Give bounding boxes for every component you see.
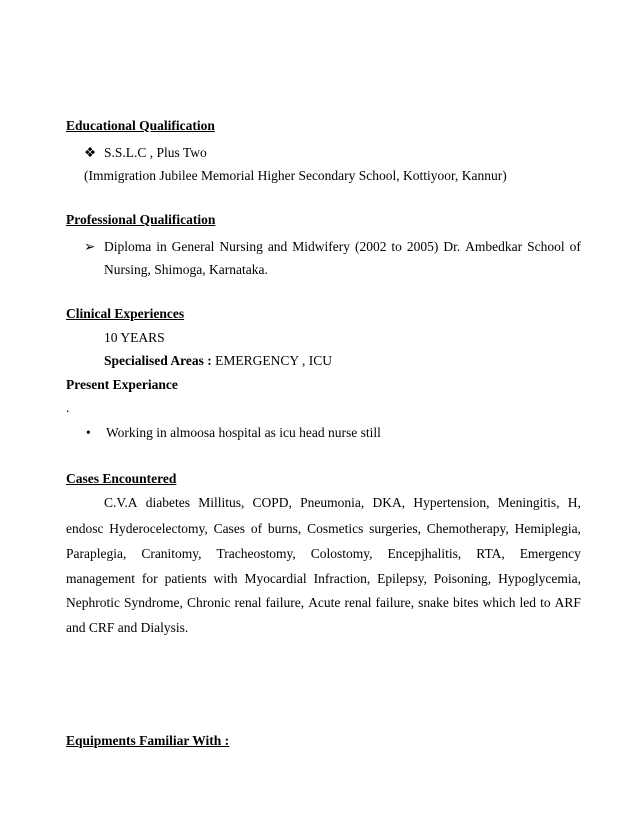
present-item-text: Working in almoosa hospital as icu head nurse still	[106, 425, 381, 440]
cases-line-5: Nephrotic Syndrome, Chronic renal failure, Acute renal failure, snake bites which led to ARF	[66, 595, 581, 610]
educational-qualification-heading: Educational Qualification	[66, 118, 215, 133]
cases-line-1: C.V.A diabetes Millitus, COPD, Pneumonia, DKA, Hypertension, Meningitis, H,	[104, 495, 581, 510]
professional-item	[84, 239, 104, 255]
professional-qualification-heading: Professional Qualification	[66, 212, 216, 227]
cases-encountered-heading: Cases Encountered	[66, 471, 177, 486]
specialised-areas-value: EMERGENCY , ICU	[211, 353, 332, 368]
educational-item-text: S.S.L.C , Plus Two	[104, 145, 207, 160]
professional-item-line1: Diploma in General Nursing and Midwifery (2002 to 2005) Dr. Ambedkar School of	[104, 239, 581, 254]
round-bullet-icon: •	[86, 425, 91, 440]
educational-item	[84, 145, 207, 161]
present-experience-heading: Present Experiance	[66, 377, 178, 392]
clinical-areas	[104, 353, 332, 369]
diamond-bullet-icon: ❖	[84, 145, 97, 160]
cases-line-4: management for patients with Myocardial Infraction, Epilepsy, Poisoning, Hypoglycemia,	[66, 571, 581, 586]
cases-line-6: and CRF and Dialysis.	[66, 620, 189, 635]
professional-item-line2: Nursing, Shimoga, Karnataka.	[104, 262, 268, 277]
present-item	[86, 425, 381, 441]
arrow-bullet-icon: ➢	[84, 239, 96, 254]
clinical-years: 10 YEARS	[104, 330, 165, 345]
clinical-experiences-heading: Clinical Experiences	[66, 306, 185, 321]
cases-line-3: Paraplegia, Cranitomy, Tracheostomy, Colostomy, Encepjhalitis, RTA, Emergency	[66, 546, 581, 561]
equipments-heading: Equipments Familiar With :	[66, 733, 230, 748]
present-dot: .	[66, 400, 70, 415]
cases-line-2: endosc Hyderocelectomy, Cases of burns, Cosmetics surgeries, Chemotherapy, Hemiplegia,	[66, 521, 581, 536]
educational-detail: (Immigration Jubilee Memorial Higher Secondary School, Kottiyoor, Kannur)	[84, 168, 507, 183]
specialised-areas-label: Specialised Areas :	[104, 353, 212, 368]
